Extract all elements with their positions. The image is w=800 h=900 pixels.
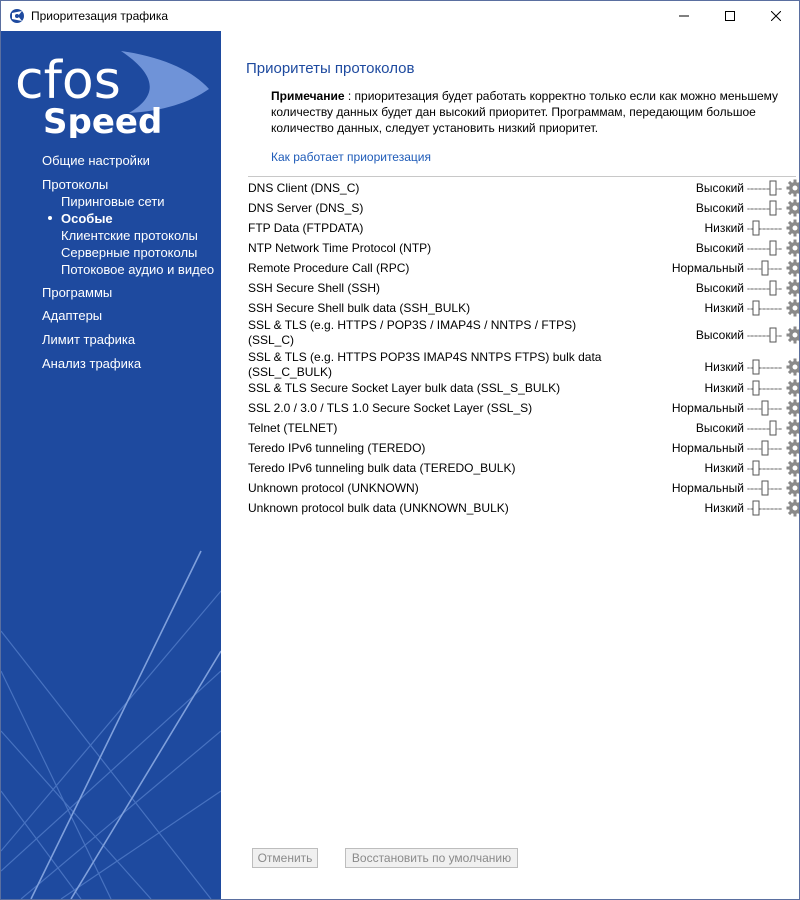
close-button[interactable] xyxy=(753,1,799,31)
divider xyxy=(248,176,796,177)
protocol-row xyxy=(248,261,796,281)
protocol-name-line: DNS Client (DNS_C) xyxy=(248,181,360,195)
protocol-row xyxy=(248,221,796,241)
protocol-name xyxy=(248,261,409,276)
priority-label: Высокий xyxy=(695,421,744,435)
priority-label: Высокий xyxy=(695,181,744,195)
priority-label: Высокий xyxy=(695,241,744,255)
protocol-name-line: SSL & TLS Secure Socket Layer bulk data (SSL_S_BULK) xyxy=(248,381,561,395)
protocol-name-line: SSH Secure Shell bulk data (SSH_BULK) xyxy=(248,301,471,315)
protocol-name xyxy=(248,221,363,236)
gear-icon[interactable] xyxy=(786,479,800,497)
protocol-name xyxy=(248,281,380,296)
gear-icon[interactable] xyxy=(786,279,800,297)
minimize-icon xyxy=(679,11,689,21)
protocol-row xyxy=(248,501,796,521)
priority-label: Нормальный xyxy=(671,261,744,275)
priority-label: Нормальный xyxy=(671,401,744,415)
sidebar-item-general[interactable]: Общие настройки xyxy=(42,153,150,168)
protocol-row xyxy=(248,401,796,421)
priority-slider[interactable] xyxy=(746,240,784,256)
priority-label: Низкий xyxy=(704,301,744,315)
gear-icon[interactable] xyxy=(786,459,800,477)
gear-icon[interactable] xyxy=(786,219,800,237)
gear-icon[interactable] xyxy=(786,179,800,197)
priority-slider[interactable] xyxy=(746,500,784,516)
protocol-name xyxy=(248,201,363,216)
priority-slider[interactable] xyxy=(746,260,784,276)
protocol-name-line: SSL & TLS (e.g. HTTPS / POP3S / IMAP4S / NNTPS / FTPS) xyxy=(248,318,577,332)
sidebar-item-traffic-limit[interactable]: Лимит трафика xyxy=(42,332,136,347)
protocol-name-line: (SSL_C) xyxy=(248,333,295,347)
minimize-button[interactable] xyxy=(661,1,707,31)
priority-label: Низкий xyxy=(704,501,744,515)
sidebar xyxy=(1,31,221,899)
cfos-speed-logo xyxy=(13,43,213,138)
maximize-icon xyxy=(725,11,735,21)
protocol-name xyxy=(248,421,337,436)
protocol-name-line: NTP Network Time Protocol (NTP) xyxy=(248,241,432,255)
priority-slider[interactable] xyxy=(746,359,784,375)
protocol-name-line: DNS Server (DNS_S) xyxy=(248,201,364,215)
protocol-name xyxy=(248,301,470,316)
protocol-name-line: Unknown protocol (UNKNOWN) xyxy=(248,481,419,495)
protocol-row xyxy=(248,481,796,501)
priority-slider[interactable] xyxy=(746,480,784,496)
sidebar-item-protocols[interactable]: Протоколы xyxy=(42,177,109,192)
priority-slider[interactable] xyxy=(746,200,784,216)
protocol-name-line: Telnet (TELNET) xyxy=(248,421,338,435)
priority-label: Низкий xyxy=(704,221,744,235)
gear-icon[interactable] xyxy=(786,499,800,517)
priority-slider[interactable] xyxy=(746,280,784,296)
protocol-name xyxy=(248,181,359,196)
protocol-name xyxy=(248,350,601,380)
priority-slider[interactable] xyxy=(746,220,784,236)
priority-label: Высокий xyxy=(695,281,744,295)
priority-label: Высокий xyxy=(695,328,744,342)
priority-slider[interactable] xyxy=(746,327,784,343)
protocol-name-line: SSH Secure Shell (SSH) xyxy=(248,281,381,295)
protocol-name-line: SSL 2.0 / 3.0 / TLS 1.0 Secure Socket Layer (SSL_S) xyxy=(248,401,533,415)
howto-link[interactable]: Как работает приоритезация xyxy=(271,150,431,164)
protocol-row xyxy=(248,241,796,261)
priority-label: Нормальный xyxy=(671,441,744,455)
protocol-name-line: Teredo IPv6 tunneling (TEREDO) xyxy=(248,441,426,455)
priority-slider[interactable] xyxy=(746,180,784,196)
gear-icon[interactable] xyxy=(786,439,800,457)
maximize-button[interactable] xyxy=(707,1,753,31)
main-content xyxy=(222,31,799,899)
protocol-row xyxy=(248,318,796,353)
svg-text:cfos: cfos xyxy=(15,51,121,111)
page-title: Приоритеты протоколов xyxy=(246,60,415,77)
protocol-row xyxy=(248,281,796,301)
title-bar[interactable] xyxy=(1,1,799,31)
priority-slider[interactable] xyxy=(746,300,784,316)
protocol-name xyxy=(248,501,509,516)
priority-slider[interactable] xyxy=(746,460,784,476)
priority-label: Высокий xyxy=(695,201,744,215)
window-title: Приоритезация трафика xyxy=(31,9,169,23)
gear-icon[interactable] xyxy=(786,419,800,437)
gear-icon[interactable] xyxy=(786,326,800,344)
protocol-name xyxy=(248,401,532,416)
cancel-button[interactable]: Отменить xyxy=(252,848,318,868)
note-label: Примечание xyxy=(271,89,345,103)
note-body: : приоритезация будет работать корректно только если как можно меньшему количеству данных будет дан высокий приоритет. Программам, передающим большое количество данных, следует установить низкий приоритет. xyxy=(271,89,779,135)
gear-icon[interactable] xyxy=(786,379,800,397)
active-bullet xyxy=(48,216,52,220)
gear-icon[interactable] xyxy=(786,199,800,217)
sidebar-item-client-protocols[interactable]: Клиентские протоколы xyxy=(61,228,198,243)
protocol-name xyxy=(248,381,560,396)
protocol-name xyxy=(248,318,576,348)
sidebar-item-adapters[interactable]: Адаптеры xyxy=(42,308,103,323)
note-text xyxy=(271,88,791,136)
priority-label: Низкий xyxy=(704,360,744,374)
protocol-name-line: Remote Procedure Call (RPC) xyxy=(248,261,410,275)
protocol-name-line: FTP Data (FTPDATA) xyxy=(248,221,364,235)
svg-text:Speed: Speed xyxy=(43,102,163,138)
sidebar-item-server-protocols[interactable]: Серверные протоколы xyxy=(61,245,198,260)
protocol-name-line: (SSL_C_BULK) xyxy=(248,365,333,379)
priority-slider[interactable] xyxy=(746,440,784,456)
protocol-row xyxy=(248,201,796,221)
protocol-row xyxy=(248,461,796,481)
sidebar-item-streaming[interactable]: Потоковое аудио и видео xyxy=(61,262,215,277)
protocol-name-line: Teredo IPv6 tunneling bulk data (TEREDO_BULK) xyxy=(248,461,516,475)
close-icon xyxy=(771,11,781,21)
priority-label: Низкий xyxy=(704,381,744,395)
sidebar-item-special[interactable]: Особые xyxy=(61,211,113,226)
gear-icon[interactable] xyxy=(786,399,800,417)
gear-icon[interactable] xyxy=(786,259,800,277)
protocol-row xyxy=(248,421,796,441)
sidebar-item-traffic-analysis[interactable]: Анализ трафика xyxy=(42,356,142,371)
protocol-row xyxy=(248,381,796,401)
protocol-name-line: SSL & TLS (e.g. HTTPS POP3S IMAP4S NNTPS FTPS) bulk data xyxy=(248,350,602,364)
gear-icon[interactable] xyxy=(786,239,800,257)
gear-icon[interactable] xyxy=(786,299,800,317)
priority-label: Низкий xyxy=(704,461,744,475)
gear-icon[interactable] xyxy=(786,358,800,376)
priority-slider[interactable] xyxy=(746,420,784,436)
protocol-name xyxy=(248,241,431,256)
priority-slider[interactable] xyxy=(746,400,784,416)
protocol-name xyxy=(248,481,419,496)
protocol-name xyxy=(248,441,425,456)
priority-label: Нормальный xyxy=(671,481,744,495)
sidebar-item-p2p[interactable]: Пиринговые сети xyxy=(61,194,165,209)
cfos-app-icon xyxy=(9,8,25,24)
protocol-name xyxy=(248,461,515,476)
reset-defaults-button[interactable]: Восстановить по умолчанию xyxy=(345,848,518,868)
sidebar-item-programs[interactable]: Программы xyxy=(42,285,113,300)
protocol-row xyxy=(248,181,796,201)
protocol-name-line: Unknown protocol bulk data (UNKNOWN_BULK) xyxy=(248,501,509,515)
protocol-row xyxy=(248,441,796,461)
priority-slider[interactable] xyxy=(746,380,784,396)
